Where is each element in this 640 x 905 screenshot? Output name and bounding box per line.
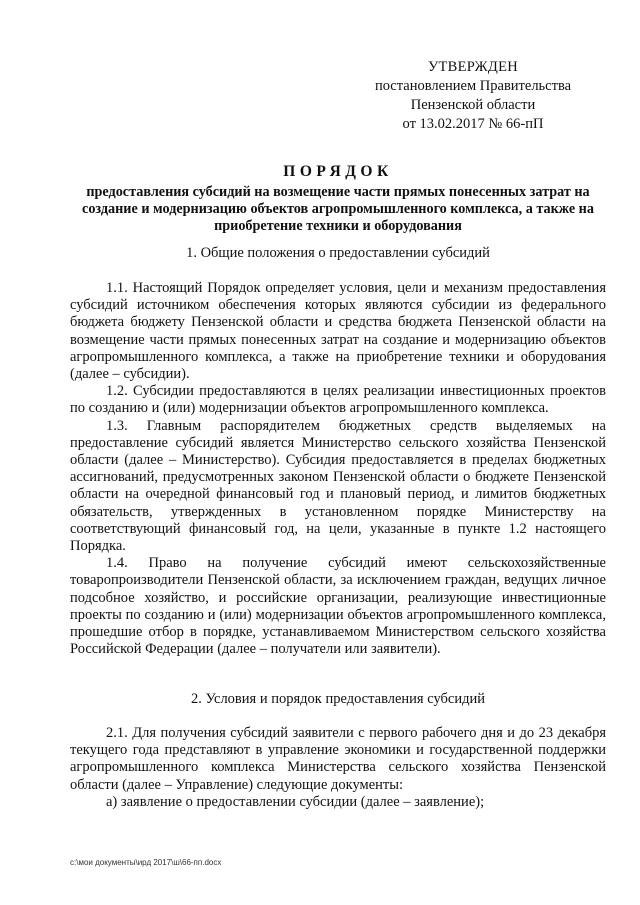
document-title-block — [70, 162, 606, 235]
paragraph-2-1: 2.1. Для получения субсидий заявители с первого рабочего дня и до 23 декабря текущего года представляют в управление экономики и государственной поддержки агропромышленного комплекса Министерства сельского хозяйства Пензенской области (далее – Управление) следующие документы: — [70, 725, 606, 793]
document-title: ПОРЯДОК — [283, 163, 393, 180]
paragraph-1-1: 1.1. Настоящий Порядок определяет условия, цели и механизм предоставления субсидий источником обеспечения которых являются субсидии из федерального бюджета бюджету Пензенской области и средства бюджета Пензенской области на возмещение части прямых понесенных затрат на создание и модернизацию объектов агропромышленного комплекса, а также на приобретение техники и оборудования (далее – субсидии). — [70, 280, 606, 383]
paragraph-2-1-a: а) заявление о предоставлении субсидии (далее – заявление); — [106, 793, 485, 810]
paragraph-1-4: 1.4. Право на получение субсидий имеют сельскохозяйственные товаропроизводители Пензенской области, за исключением граждан, ведущих личное подсобное хозяйство, и российские организации, реализующие инвестиционные проекты по созданию и (или) модернизации объектов агропромышленного комплекса, прошедшие отбор в порядке, устанавливаемом Министерством сельского хозяйства Российской Федерации (далее – получатели или заявители). — [70, 555, 606, 658]
section-1-body — [70, 280, 606, 658]
document-subtitle: предоставления субсидий на возмещение части прямых понесенных затрат на создание и модернизацию объектов агропромышленного комплекса, а также на приобретение техники и оборудования — [82, 184, 594, 234]
approval-stamp — [360, 58, 586, 134]
approval-line-2: Пензенской области — [410, 97, 536, 113]
approval-line-1: постановлением Правительства — [374, 78, 572, 94]
paragraph-1-3: 1.3. Главным распорядителем бюджетных средств выделяемых на предоставление субсидий является Министерство сельского хозяйства Пензенской области (далее – Министерство). Субсидия предоставляется в пределах бюджетных ассигнований, предусмотренных законом Пензенской области о бюджете Пензенской области на очередной финансовый год и плановый период, и лимитов бюджетных обязательств, утвержденных в установленном порядке Министерству на соответствующий финансовый год, на цели, указанные в пункте 1.2 настоящего Порядка. — [70, 417, 606, 555]
approval-line-3: от 13.02.2017 № 66-пП — [402, 116, 544, 132]
approval-heading: УТВЕРЖДЕН — [427, 59, 519, 75]
file-path-footer: c:\мои документы\ирд 2017\ш\66-пп.docx — [70, 858, 222, 867]
paragraph-1-2: 1.2. Субсидии предоставляются в целях реализации инвестиционных проектов по созданию и (или) модернизации объектов агропромышленного комплекса. — [70, 383, 606, 417]
section-2-heading: 2. Условия и порядок предоставления субсидий — [190, 691, 485, 707]
section-1-heading: 1. Общие положения о предоставлении субсидий — [186, 245, 490, 261]
section-2-body — [70, 725, 606, 811]
